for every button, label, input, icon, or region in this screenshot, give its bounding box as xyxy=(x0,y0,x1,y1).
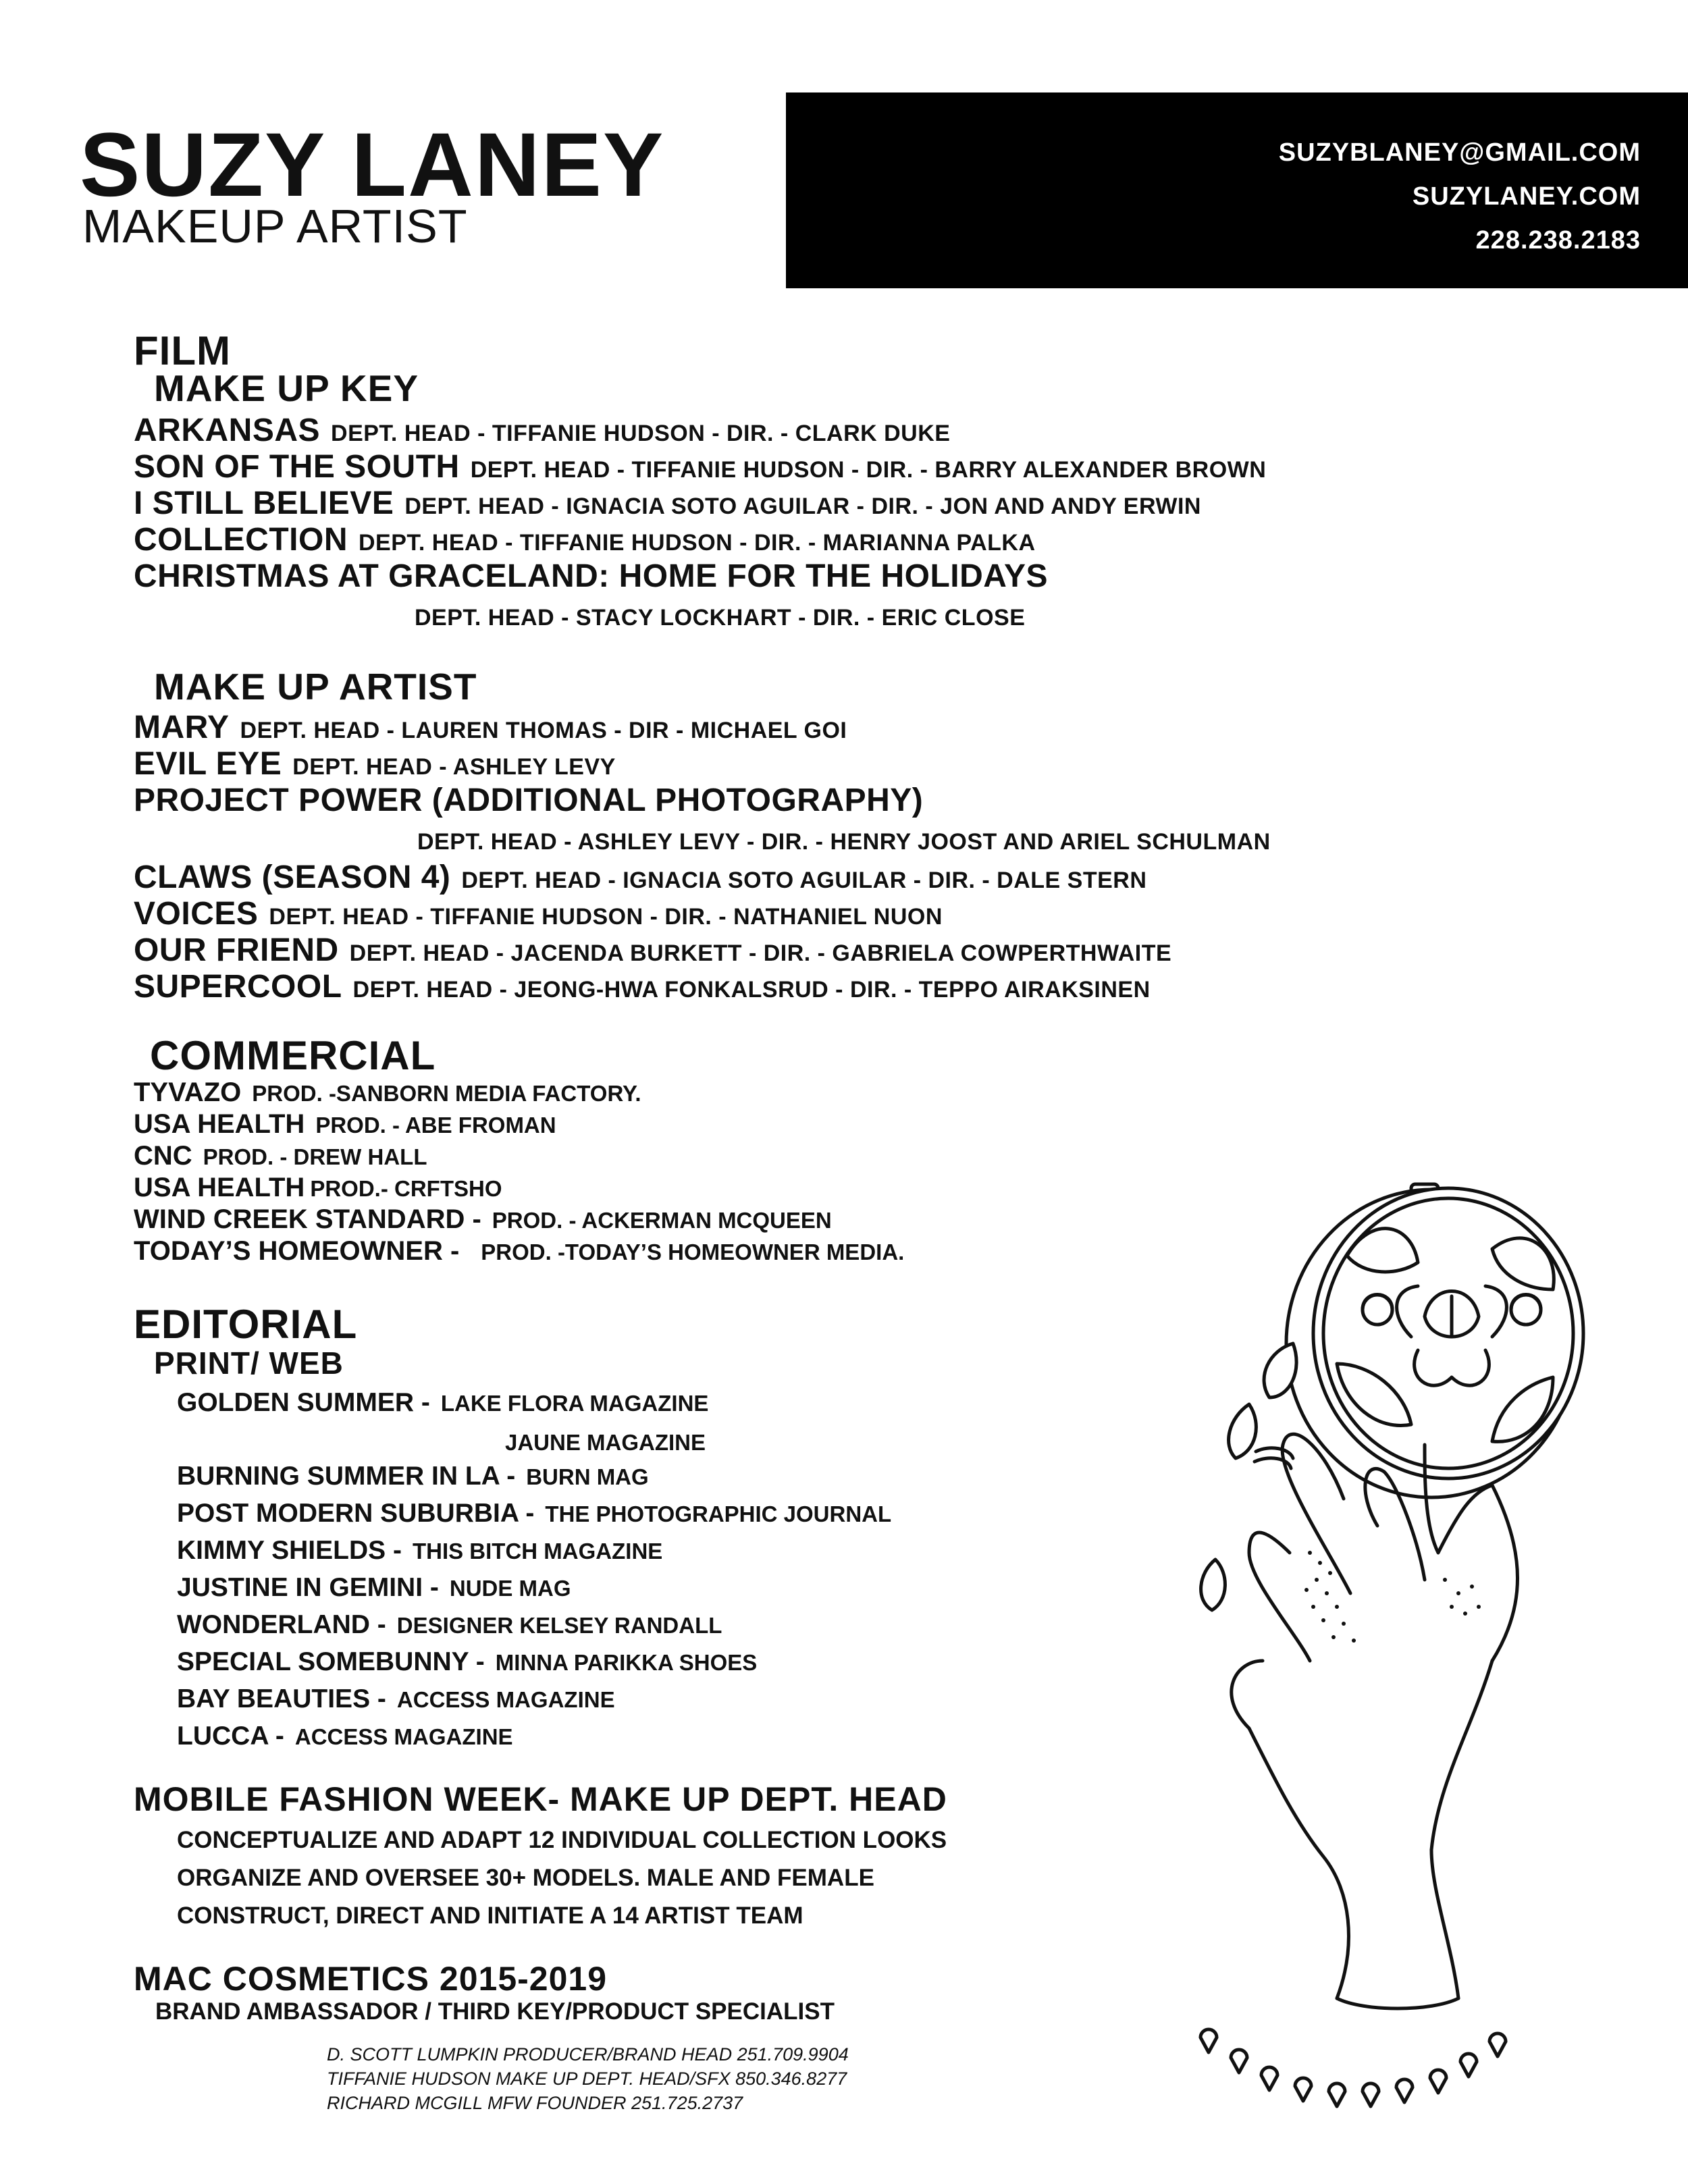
commercial-entry-detail: PROD. - ABE FROMAN xyxy=(315,1113,556,1138)
editorial-entry-detail: DESIGNER KELSEY RANDALL xyxy=(396,1613,722,1638)
commercial-entry-title: WIND CREEK STANDARD - xyxy=(134,1204,481,1234)
editorial-entry xyxy=(177,1500,891,1526)
commercial-entry-title: USA HEALTH xyxy=(134,1109,305,1139)
editorial-entry xyxy=(177,1574,571,1601)
film-heading: FILM xyxy=(134,328,231,373)
film-entry-detail: DEPT. HEAD - ASHLEY LEVY xyxy=(292,754,616,780)
reference-line: RICHARD MCGILL MFW FOUNDER 251.725.2737 xyxy=(327,2093,743,2113)
film-entry-title: OUR FRIEND xyxy=(134,932,339,968)
film-entry xyxy=(134,748,616,780)
editorial-entry-title: POST MODERN SUBURBIA - xyxy=(177,1499,535,1528)
film-entry-title: MARY xyxy=(134,710,230,745)
mac-role: BRAND AMBASSADOR / THIRD KEY/PRODUCT SPECIALIST xyxy=(155,1998,835,2025)
commercial-entry-title: TYVAZO xyxy=(134,1077,242,1107)
editorial-entry-title: JUSTINE IN GEMINI - xyxy=(177,1573,439,1602)
editorial-entry-detail: LAKE FLORA MAGAZINE xyxy=(440,1391,709,1416)
mac-heading: MAC COSMETICS 2015-2019 xyxy=(134,1960,608,1998)
commercial-entry-detail: PROD. -SANBORN MEDIA FACTORY. xyxy=(252,1081,641,1106)
commercial-entry-detail: PROD. - ACKERMAN MCQUEEN xyxy=(492,1208,832,1233)
editorial-entry-title: WONDERLAND - xyxy=(177,1610,386,1639)
editorial-entry xyxy=(177,1389,708,1416)
film-entry-title: VOICES xyxy=(134,896,259,932)
editorial-entry-title: KIMMY SHIELDS - xyxy=(177,1536,402,1565)
commercial-entry-title: USA HEALTH xyxy=(134,1173,305,1202)
name-heading: SUZY LANEY xyxy=(80,115,665,215)
film-entry xyxy=(134,971,1151,1003)
hand-holding-compact-mirror-icon xyxy=(1175,1175,1607,2127)
film-entry-detail: DEPT. HEAD - TIFFANIE HUDSON - DIR. - CLARK DUKE xyxy=(331,421,951,446)
film-entry xyxy=(134,524,1036,556)
contact-box xyxy=(786,92,1688,288)
commercial-heading: COMMERCIAL xyxy=(150,1033,436,1078)
editorial-entry-detail: MINNA PARIKKA SHOES xyxy=(495,1650,758,1675)
film-entry xyxy=(134,898,943,930)
make-up-artist-heading: MAKE UP ARTIST xyxy=(154,666,477,708)
editorial-entry-title: BAY BEAUTIES - xyxy=(177,1684,386,1713)
film-entry-title: PROJECT POWER (ADDITIONAL PHOTOGRAPHY) xyxy=(134,782,924,818)
film-entry-detail: DEPT. HEAD - TIFFANIE HUDSON - DIR. - MARIANNA PALKA xyxy=(358,530,1036,556)
editorial-entry-detail: BURN MAG xyxy=(526,1464,649,1489)
reference-line: D. SCOTT LUMPKIN PRODUCER/BRAND HEAD 251.709.9904 xyxy=(327,2044,849,2065)
film-entry-title: SON OF THE SOUTH xyxy=(134,449,460,485)
film-entry xyxy=(134,934,1171,967)
film-entry-detail: DEPT. HEAD - TIFFANIE HUDSON - DIR. - BARRY ALEXANDER BROWN xyxy=(470,457,1267,483)
film-entry-detail: DEPT. HEAD - JACENDA BURKETT - DIR. - GABRIELA COWPERTHWAITE xyxy=(349,940,1172,966)
phone-number: 228.238.2183 xyxy=(1475,226,1641,255)
commercial-entry xyxy=(134,1079,641,1106)
commercial-entry xyxy=(134,1142,427,1169)
editorial-entry xyxy=(177,1612,722,1638)
make-up-key-heading: MAKE UP KEY xyxy=(154,367,419,409)
editorial-heading: EDITORIAL xyxy=(134,1302,358,1347)
film-entry-title: I STILL BELIEVE xyxy=(134,485,394,521)
editorial-entry xyxy=(177,1463,649,1489)
editorial-entry-title: LUCCA - xyxy=(177,1722,284,1751)
film-entry xyxy=(134,861,1146,894)
film-entry xyxy=(134,487,1201,520)
editorial-entry-title: BURNING SUMMER IN LA - xyxy=(177,1462,516,1491)
film-entry-title: ARKANSAS xyxy=(134,412,321,448)
editorial-entry-detail: ACCESS MAGAZINE xyxy=(396,1687,615,1712)
reference-line: TIFFANIE HUDSON MAKE UP DEPT. HEAD/SFX 850.346.8277 xyxy=(327,2069,847,2089)
commercial-entry xyxy=(134,1174,502,1201)
film-entry-detail: DEPT. HEAD - JEONG-HWA FONKALSRUD - DIR. - TEPPO AIRAKSINEN xyxy=(352,977,1151,1003)
film-entry xyxy=(134,712,847,744)
commercial-entry-detail: PROD.- CRFTSHO xyxy=(310,1176,502,1201)
commercial-entry-title: CNC xyxy=(134,1141,192,1171)
editorial-entry-detail: JAUNE MAGAZINE xyxy=(505,1430,706,1455)
film-entry xyxy=(134,412,951,448)
editorial-entry-detail: ACCESS MAGAZINE xyxy=(294,1724,513,1749)
film-entry-title: SUPERCOOL xyxy=(134,969,342,1005)
fashion-week-heading: MOBILE FASHION WEEK- MAKE UP DEPT. HEAD xyxy=(134,1780,947,1818)
website-link[interactable]: SUZYLANEY.COM xyxy=(1412,182,1641,211)
film-entry-detail: DEPT. HEAD - LAUREN THOMAS - DIR - MICHAEL GOI xyxy=(240,718,847,743)
commercial-entry-detail: PROD. -TODAY’S HOMEOWNER MEDIA. xyxy=(481,1240,905,1264)
film-entry-detail: DEPT. HEAD - ASHLEY LEVY - DIR. - HENRY JOOST AND ARIEL SCHULMAN xyxy=(417,829,1271,855)
editorial-entry-detail: THE PHOTOGRAPHIC JOURNAL xyxy=(545,1501,892,1526)
job-title: MAKEUP ARTIST xyxy=(82,200,468,252)
editorial-entry-detail: NUDE MAG xyxy=(449,1576,571,1601)
film-entry-title: COLLECTION xyxy=(134,522,348,558)
film-entry xyxy=(134,451,1266,483)
print-web-heading: PRINT/ WEB xyxy=(154,1346,344,1381)
commercial-entry xyxy=(134,1111,556,1138)
fashion-week-duty: CONSTRUCT, DIRECT AND INITIATE A 14 ARTIST TEAM xyxy=(177,1902,803,1929)
film-entry-detail: DEPT. HEAD - TIFFANIE HUDSON - DIR. - NATHANIEL NUON xyxy=(269,904,943,930)
film-entry-detail: DEPT. HEAD - STACY LOCKHART - DIR. - ERIC CLOSE xyxy=(415,605,1026,631)
email-address[interactable]: SUZYBLANEY@GMAIL.COM xyxy=(1278,138,1641,167)
commercial-entry xyxy=(134,1206,832,1233)
editorial-entry xyxy=(177,1686,615,1712)
film-entry-title: EVIL EYE xyxy=(134,746,282,782)
film-entry-title: CHRISTMAS AT GRACELAND: HOME FOR THE HOLIDAYS xyxy=(134,558,1049,594)
editorial-entry xyxy=(177,1649,757,1675)
editorial-entry-detail: THIS BITCH MAGAZINE xyxy=(412,1539,663,1564)
editorial-entry-title: GOLDEN SUMMER - xyxy=(177,1388,430,1417)
commercial-entry xyxy=(134,1237,904,1264)
fashion-week-duty: CONCEPTUALIZE AND ADAPT 12 INDIVIDUAL COLLECTION LOOKS xyxy=(177,1827,947,1853)
editorial-entry-title: SPECIAL SOMEBUNNY - xyxy=(177,1647,485,1676)
film-entry-detail: DEPT. HEAD - IGNACIA SOTO AGUILAR - DIR. - JON AND ANDY ERWIN xyxy=(404,494,1201,519)
editorial-entry xyxy=(505,1429,706,1455)
fashion-week-duty: ORGANIZE AND OVERSEE 30+ MODELS. MALE AND FEMALE xyxy=(177,1865,874,1891)
film-entry-detail: DEPT. HEAD - IGNACIA SOTO AGUILAR - DIR. - DALE STERN xyxy=(461,868,1147,893)
film-entry-title: CLAWS (SEASON 4) xyxy=(134,859,451,895)
commercial-entry-detail: PROD. - DREW HALL xyxy=(203,1144,427,1169)
commercial-entry-title: TODAY’S HOMEOWNER - xyxy=(134,1236,460,1266)
editorial-entry xyxy=(177,1537,662,1564)
editorial-entry xyxy=(177,1723,513,1749)
